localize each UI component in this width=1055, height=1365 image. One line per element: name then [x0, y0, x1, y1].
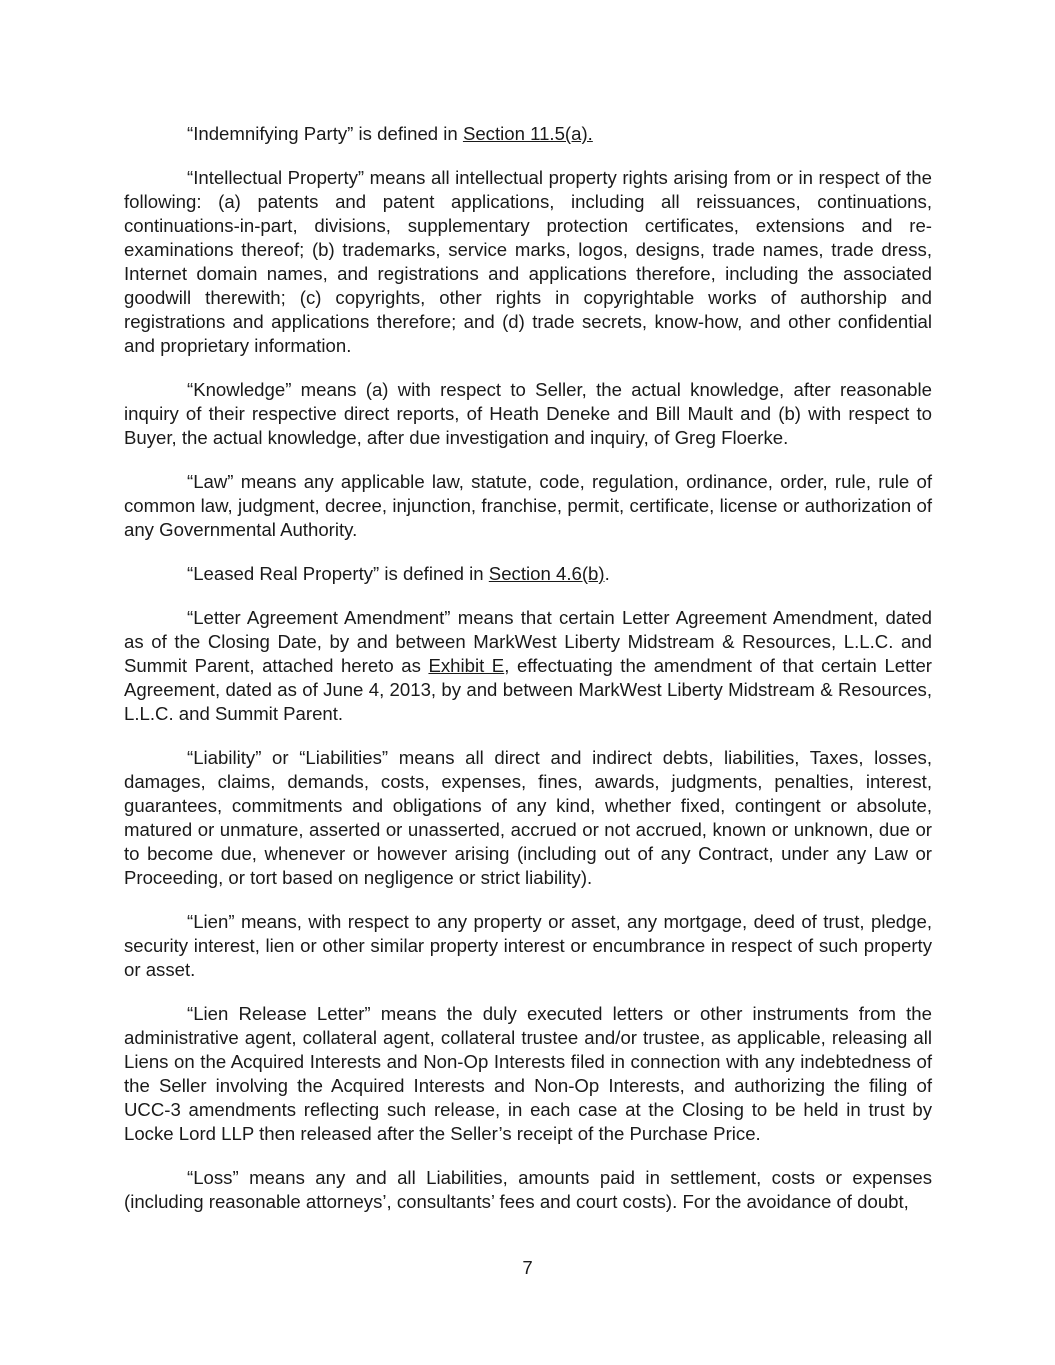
- definition-law: “Law” means any applicable law, statute, code, regulation, ordinance, order, rule, rule of common law, judgment, decree, injunction, franchise, permit, certificate, license or authorization of any Governmental Authority.: [124, 471, 932, 540]
- definition-letter-agreement-amendment: [124, 606, 932, 726]
- definition-text: “Indemnifying Party” is defined in: [187, 123, 463, 144]
- definition-text: “Leased Real Property” is defined in: [187, 563, 489, 584]
- definition-leased-real-property: [124, 562, 932, 586]
- document-page: [124, 122, 932, 1234]
- definition-indemnifying-party: [124, 122, 932, 146]
- section-reference-link[interactable]: Section 4.6(b): [488, 563, 605, 584]
- section-reference-link[interactable]: Section 11.5(a).: [462, 123, 593, 144]
- definition-text: “Letter Agreement Amendment” means that certain Letter Agreement Amendment, dated as of the Closing Date, by and between MarkWest Liberty Midstream & Resources, L.L.C. and Summit Parent, attached hereto as: [124, 607, 932, 676]
- definition-lien-release-letter: “Lien Release Letter” means the duly executed letters or other instruments from the administrative agent, collateral agent, collateral trustee and/or trustee, as applicable, releasing all Liens on the Acquired Interests and Non-Op Interests filed in connection with any indebtedness of the Seller involving the Acquired Interests and Non-Op Interests, and authorizing the filing of UCC-3 amendments reflecting such release, in each case at the Closing to be held in trust by Locke Lord LLP then released after the Seller’s receipt of the Purchase Price.: [124, 1003, 932, 1144]
- definition-text-after: , effectuating the amendment of that certain Letter Agreement, dated as of June 4, 2013, by and between MarkWest Liberty Midstream & Resources, L.L.C. and Summit Parent.: [124, 655, 932, 724]
- page-number: 7: [522, 1257, 533, 1278]
- exhibit-reference-link[interactable]: Exhibit E: [428, 655, 505, 676]
- definition-lien: “Lien” means, with respect to any property or asset, any mortgage, deed of trust, pledge, security interest, lien or other similar property interest or encumbrance in respect of such property or asset.: [124, 911, 932, 980]
- definition-knowledge: “Knowledge” means (a) with respect to Seller, the actual knowledge, after reasonable inquiry of their respective direct reports, of Heath Deneke and Bill Mault and (b) with respect to Buyer, the actual knowledge, after due investigation and inquiry, of Greg Floerke.: [124, 379, 932, 448]
- definition-text-after: .: [604, 563, 610, 584]
- definition-liability: “Liability” or “Liabilities” means all direct and indirect debts, liabilities, Taxes, losses, damages, claims, demands, costs, expenses, fines, awards, judgments, penalties, interest, guarantees, commitments and obligations of any kind, whether fixed, contingent or absolute, matured or unmature, asserted or unasserted, accrued or not accrued, known or unknown, due or to become due, whenever or however arising (including out of any Contract, under any Law or Proceeding, or tort based on negligence or strict liability).: [124, 747, 932, 888]
- definition-intellectual-property: “Intellectual Property” means all intellectual property rights arising from or in respect of the following: (a) patents and patent applications, including all reissuances, continuations, continuations-in-part, divisions, supplementary protection certificates, extensions and re-examinations thereof; (b) trademarks, service marks, logos, designs, trade names, trade dress, Internet domain names, and registrations and applications therefore, including the associated goodwill therewith; (c) copyrights, other rights in copyrightable works of authorship and registrations and applications therefore; and (d) trade secrets, know-how, and other confidential and proprietary information.: [124, 167, 932, 356]
- definition-loss: “Loss” means any and all Liabilities, amounts paid in settlement, costs or expenses (including reasonable attorneys’, consultants’ fees and court costs). For the avoidance of doubt,: [124, 1167, 932, 1212]
